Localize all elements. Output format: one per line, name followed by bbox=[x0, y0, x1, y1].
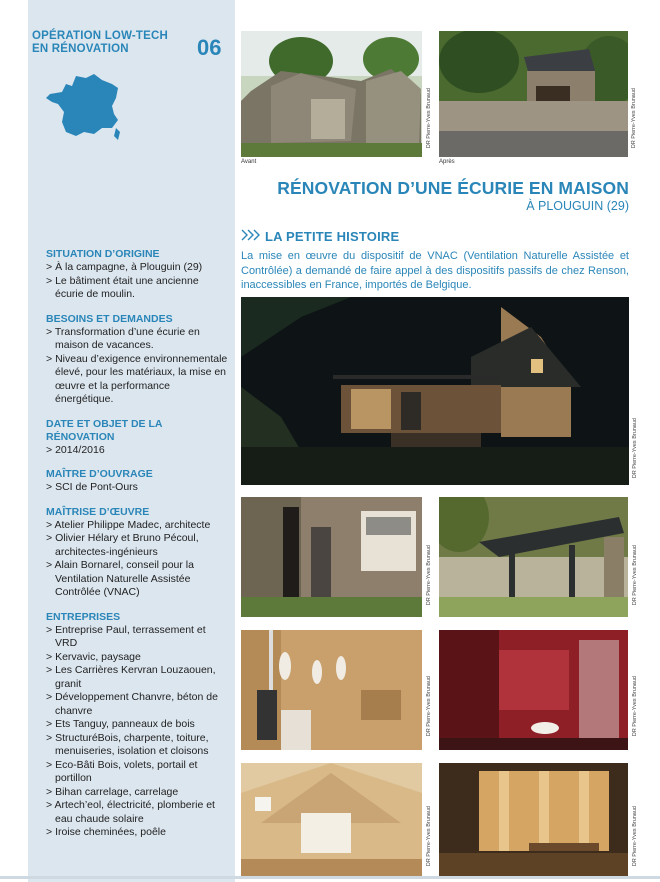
photo-facade-detail bbox=[241, 497, 422, 617]
operation-number: 06 bbox=[197, 35, 222, 60]
photo-credit: DR Pierre-Yves Brunaud bbox=[632, 806, 638, 867]
list-item: > Bihan carrelage, carrelage bbox=[46, 786, 228, 800]
photo-credit: DR Pierre-Yves Brunaud bbox=[631, 88, 637, 149]
photo-credit: DR Pierre-Yves Brunaud bbox=[426, 676, 432, 737]
list-item: > Kervavic, paysage bbox=[46, 651, 228, 665]
page-subtitle: À PLOUGUIN (29) bbox=[526, 199, 629, 213]
project-info bbox=[46, 248, 228, 851]
section-situation bbox=[46, 248, 228, 302]
photo-attic-room bbox=[241, 763, 422, 876]
list-item: > Niveau d’exigence environnementale élevé, pour les matériaux, la mise en œuvre et la performance énergétique. bbox=[46, 353, 228, 407]
operation-header-line2: EN RÉNOVATION bbox=[32, 43, 129, 55]
list-item: > Les Carrières Kervran Louzaouen, granit bbox=[46, 664, 228, 691]
list-item: > Eco-Bâti Bois, volets, portail et portillon bbox=[46, 759, 228, 786]
section-title: ENTREPRISES bbox=[46, 610, 121, 623]
section-maitre-ouvrage bbox=[46, 468, 228, 495]
section-title: MAÎTRISE D’ŒUVRE bbox=[46, 505, 150, 518]
photo-credit: DR Pierre-Yves Brunaud bbox=[426, 88, 432, 149]
section-title: DATE ET OBJET DE LA RÉNOVATION bbox=[46, 417, 163, 443]
list-item: > 2014/2016 bbox=[46, 444, 228, 458]
list-item: > Alain Bornarel, conseil pour la Ventilation Naturelle Assistée Contrôlée (VNAC) bbox=[46, 559, 228, 600]
section-date bbox=[46, 418, 228, 458]
photo-night-exterior bbox=[241, 297, 629, 485]
list-item: > Le bâtiment était une ancienne écurie de moulin. bbox=[46, 275, 228, 302]
section-title: MAÎTRE D’OUVRAGE bbox=[46, 468, 153, 480]
footer-divider bbox=[0, 876, 660, 879]
list-item: > Entreprise Paul, terrassement et VRD bbox=[46, 624, 228, 651]
list-item: > StructuréBois, charpente, toiture, menuiseries, isolation et cloisons bbox=[46, 732, 228, 759]
photo-after bbox=[439, 31, 628, 157]
caption-before: Avant bbox=[241, 159, 257, 165]
operation-header-line1: OPÉRATION LOW-TECH bbox=[32, 30, 169, 42]
photo-bathroom-red bbox=[439, 630, 628, 750]
section-heading-label: LA PETITE HISTOIRE bbox=[265, 228, 400, 244]
photo-credit: DR Pierre-Yves Brunaud bbox=[632, 676, 638, 737]
list-item: > Ets Tanguy, panneaux de bois bbox=[46, 718, 228, 732]
section-heading bbox=[241, 228, 399, 244]
operation-header bbox=[32, 30, 192, 56]
photo-living-room bbox=[439, 763, 628, 876]
photo-credit: DR Pierre-Yves Brunaud bbox=[426, 806, 432, 867]
section-title: SITUATION D’ORIGINE bbox=[46, 248, 160, 260]
list-item: > À la campagne, à Plouguin (29) bbox=[46, 261, 228, 275]
list-item: > Développement Chanvre, béton de chanvre bbox=[46, 691, 228, 718]
photo-before bbox=[241, 31, 422, 157]
page-title: RÉNOVATION D’UNE ÉCURIE EN MAISON bbox=[277, 178, 629, 198]
double-chevron-icon bbox=[241, 228, 261, 244]
photo-credit: DR Pierre-Yves Brunaud bbox=[632, 418, 638, 479]
list-item: > Transformation d’une écurie en maison de vacances. bbox=[46, 326, 228, 353]
france-map-icon bbox=[42, 70, 124, 147]
photo-credit: DR Pierre-Yves Brunaud bbox=[632, 545, 638, 606]
list-item: > Atelier Philippe Madec, architecte bbox=[46, 519, 228, 533]
photo-interior-wood bbox=[241, 630, 422, 750]
section-title: BESOINS ET DEMANDES bbox=[46, 312, 173, 325]
list-item: > SCI de Pont-Ours bbox=[46, 481, 228, 495]
list-item: > Olivier Hélary et Bruno Pécoul, architectes-ingénieurs bbox=[46, 532, 228, 559]
list-item: > Artech’eol, électricité, plomberie et eau chaude solaire bbox=[46, 799, 228, 826]
section-entreprises bbox=[46, 611, 228, 840]
section-maitrise-oeuvre bbox=[46, 506, 228, 600]
list-item: > Iroise cheminées, poêle bbox=[46, 826, 228, 840]
section-besoins bbox=[46, 313, 228, 407]
caption-after: Après bbox=[439, 159, 455, 165]
photo-credit: DR Pierre-Yves Brunaud bbox=[426, 545, 432, 606]
intro-paragraph: La mise en œuvre du dispositif de VNAC (Ventilation Naturelle Assistée et Contrôlée) a demandé de faire appel à des dispositifs passifs de chez Renson, inaccessibles en France, importés de Belgique. bbox=[241, 250, 629, 291]
photo-pergola bbox=[439, 497, 628, 617]
